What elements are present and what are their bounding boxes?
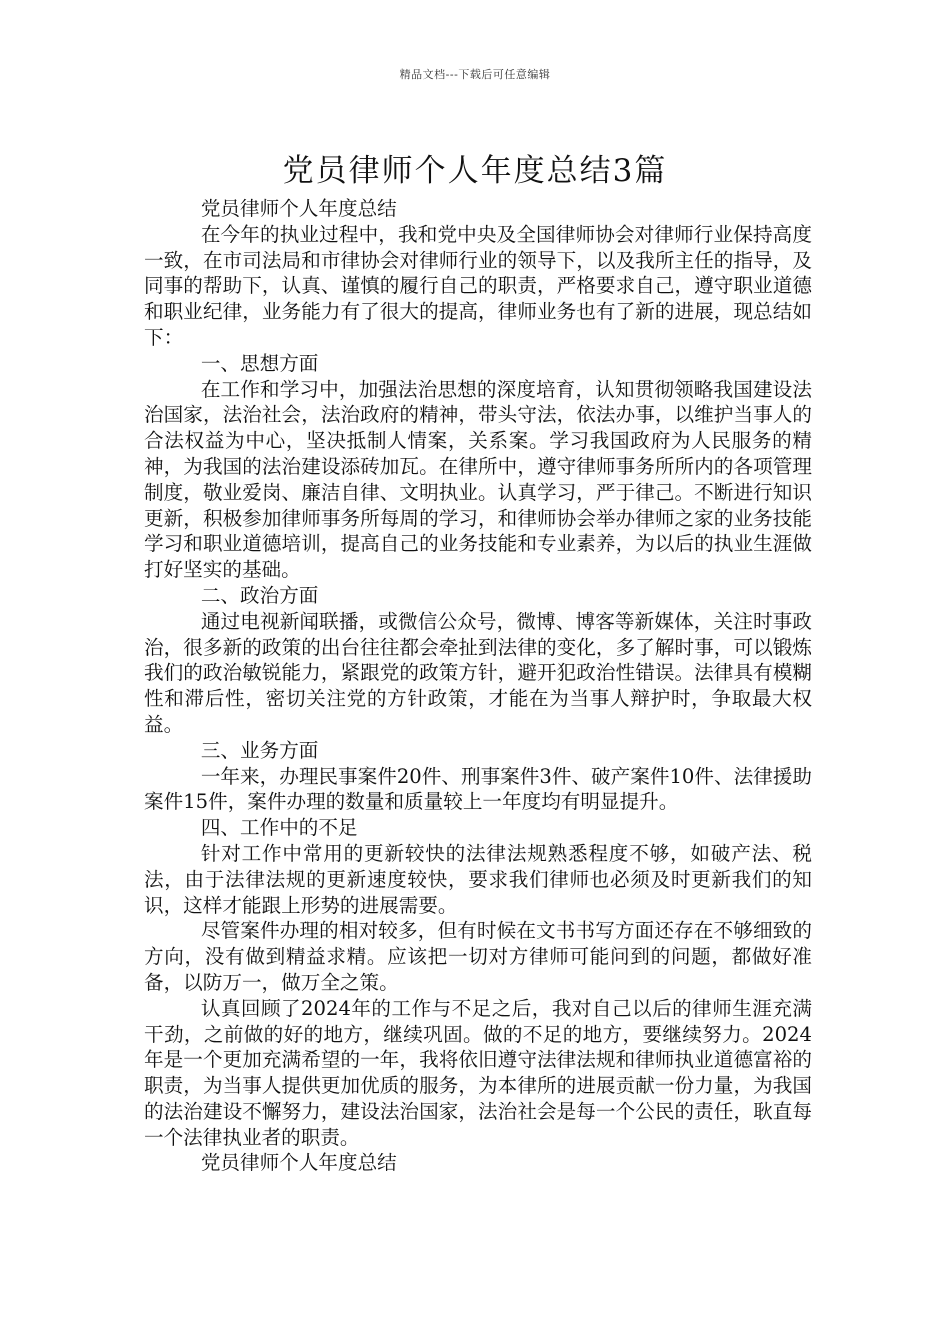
header-note: 精品文档---下载后可任意编辑 <box>399 68 551 81</box>
paragraph-subtitle: 党员律师个人年度总结 <box>200 197 397 220</box>
paragraph-conclusion: 认真回顾了2024年的工作与不足之后，我对自己以后的律师生涯充满干劲，之前做的好的地方，继续巩固。做的不足的地方，要继续努力。2024年是一个更加充满希望的一年，我将依旧遵守法律法规和律师执业道德富裕的职责，为当事人提供更加优质的服务，为本律所的进展贡献一份力量，为我国的法治建设不懈努力，建设法治国家，法治社会是每一个公民的责任，耿直每一个法律执业者的职责。 <box>144 996 812 1149</box>
section-heading-thought: 一、思想方面 <box>200 351 319 375</box>
document-body <box>144 196 812 1176</box>
section-heading-politics: 二、政治方面 <box>200 583 319 607</box>
paragraph-intro: 在今年的执业过程中，我和党中央及全国律师协会对律师行业保持高度一致，在市司法局和市律协会对律师行业的领导下，以及我所主任的指导，及同事的帮助下，认真、谨慎的履行自己的职责，严格要求自己，遵守职业道德和职业纪律，业务能力有了很大的提高，律师业务也有了新的进展，现总结如下： <box>144 222 812 349</box>
paragraph-shortcomings-1: 针对工作中常用的更新较快的法律法规熟悉程度不够，如破产法、税法，由于法律法规的更新速度较快，要求我们律师也必须及时更新我们的知识，这样才能跟上形势的进展需要。 <box>144 841 812 917</box>
paragraph-business: 一年来，办理民事案件20件、刑事案件3件、破产案件10件、法律援助案件15件，案件办理的数量和质量较上一年度均有明显提升。 <box>144 764 812 814</box>
paragraph-thought: 在工作和学习中，加强法治思想的深度培育，认知贯彻领略我国建设法治国家，法治社会，法治政府的精神，带头守法，依法办事，以维护当事人的合法权益为中心，坚决抵制人情案，关系案。学习我国政府为人民服务的精神，为我国的法治建设添砖加瓦。在律所中，遵守律师事务所所内的各项管理制度，敬业爱岗、廉洁自律、文明执业。认真学习，严于律己。不断进行知识更新，积极参加律师事务所每周的学习，和律师协会举办律师之家的业务技能学习和职业道德培训，提高自己的业务技能和专业素养，为以后的执业生涯做打好坚实的基础。 <box>144 377 812 582</box>
paragraph-shortcomings-2: 尽管案件办理的相对较多，但有时候在文书书写方面还存在不够细致的方向，没有做到精益求精。应该把一切对方律师可能问到的问题，都做好准备，以防万一，做万全之策。 <box>144 919 812 994</box>
section-heading-business: 三、业务方面 <box>200 738 319 762</box>
paragraph-politics: 通过电视新闻联播，或微信公众号，微博、博客等新媒体，关注时事政治，很多新的政策的出台往往都会牵扯到法律的变化，多了解时事，可以锻炼我们的政治敏锐能力，紧跟党的政策方针，避开犯政治性错误。法律具有模糊性和滞后性，密切关注党的方针政策，才能在为当事人辩护时，争取最大权益。 <box>144 609 812 736</box>
document-title: 党员律师个人年度总结3篇 <box>282 152 668 189</box>
paragraph-next-subtitle: 党员律师个人年度总结 <box>200 1151 397 1175</box>
section-heading-shortcomings: 四、工作中的不足 <box>200 816 358 840</box>
